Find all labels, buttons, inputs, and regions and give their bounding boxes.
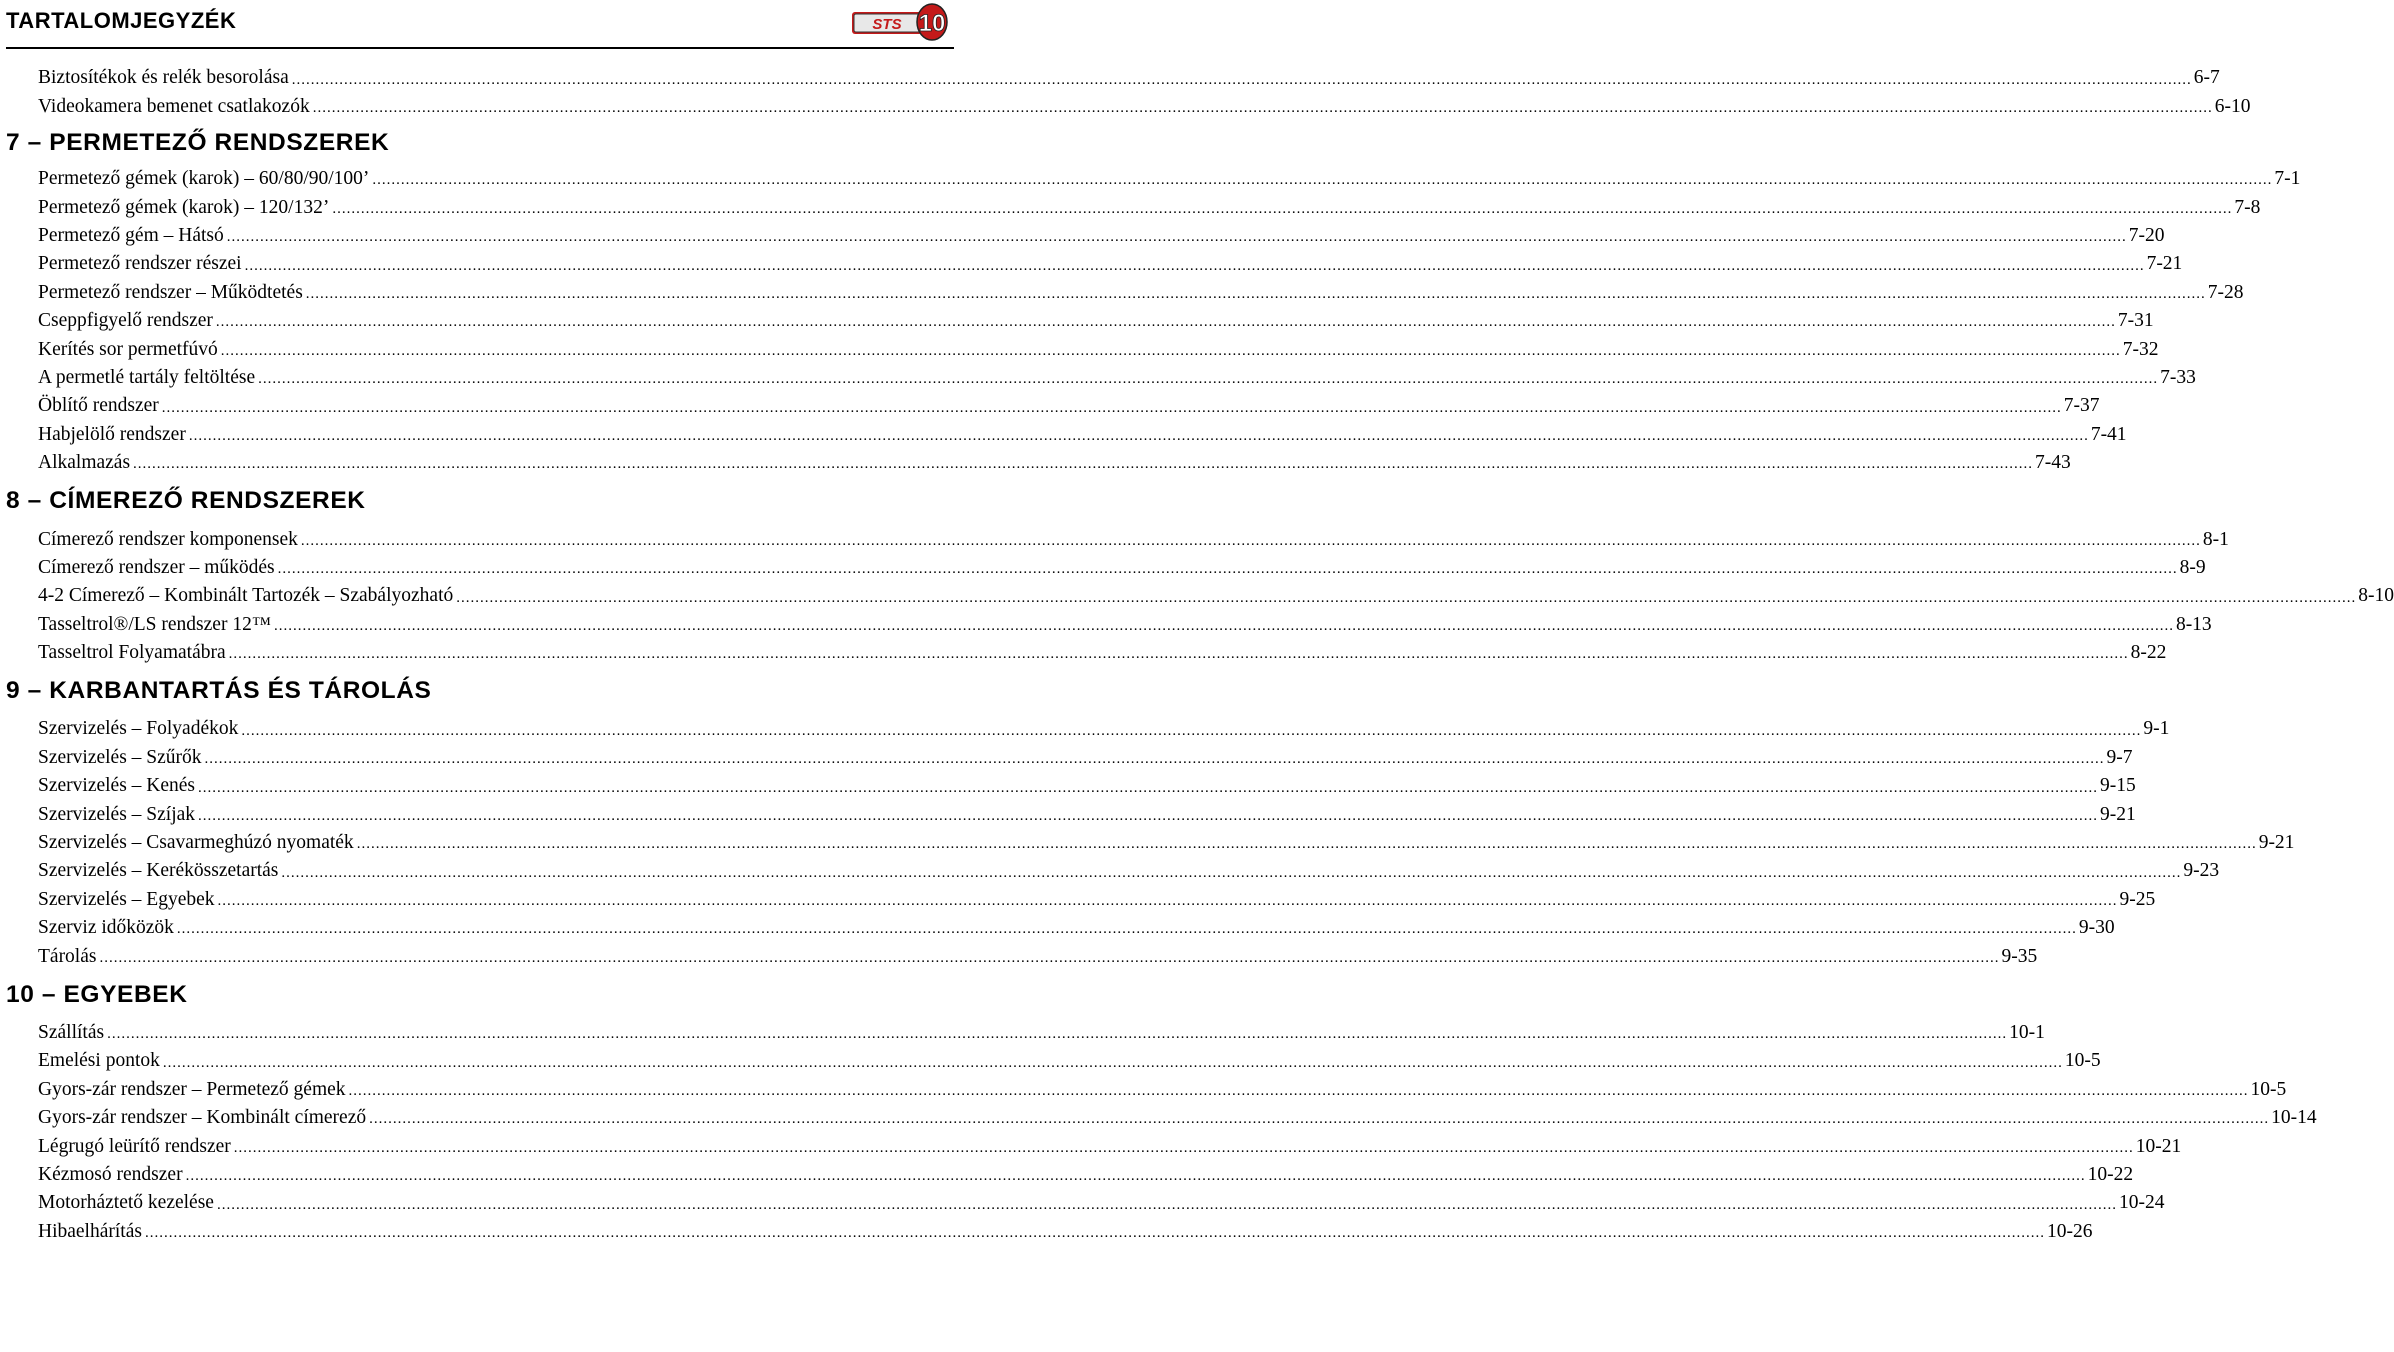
toc-entry[interactable] <box>38 1075 2287 1103</box>
toc-entry-title: Kézmosó rendszer <box>38 1165 186 1185</box>
toc-entry[interactable] <box>38 914 2115 942</box>
toc-entry-title: Biztosítékok és relék besorolása <box>38 68 292 88</box>
toc-entry-page: 10-14 <box>2271 1107 2317 1129</box>
toc-entry-page: 7-31 <box>2117 310 2154 332</box>
dot-leader: ................................................................................................................................................................................................................................................................................................................................................................................................................ <box>456 589 2357 606</box>
toc-entry[interactable] <box>38 610 2212 638</box>
dot-leader: ................................................................................................................................................................................................................................................................................................................................................................................................................ <box>244 257 2145 274</box>
toc-entry-page: 7-41 <box>2090 423 2127 445</box>
dot-leader: ................................................................................................................................................................................................................................................................................................................................................................................................................ <box>204 751 2105 768</box>
dot-leader: ................................................................................................................................................................................................................................................................................................................................................................................................................ <box>107 1026 2008 1043</box>
table-of-contents <box>0 64 2394 1246</box>
toc-entry[interactable] <box>38 64 2220 92</box>
toc-section-heading: 8 – CÍMEREZŐ RENDSZEREK <box>6 487 366 515</box>
dot-leader: ................................................................................................................................................................................................................................................................................................................................................................................................................ <box>228 646 2129 663</box>
toc-entry-page: 7-8 <box>2234 196 2261 218</box>
toc-entry[interactable] <box>38 885 2156 913</box>
toc-entry-title: Szervizelés – Csavarmeghúzó nyomaték <box>38 833 357 853</box>
toc-entry-page: 7-21 <box>2146 253 2183 275</box>
toc-entry-title: Szervizelés – Kerékösszetartás <box>38 861 281 881</box>
toc-entry-title: Hibaelhárítás <box>38 1222 145 1242</box>
dot-leader: ................................................................................................................................................................................................................................................................................................................................................................................................................ <box>291 71 2192 88</box>
toc-entry[interactable] <box>38 1161 2134 1189</box>
dot-leader: ................................................................................................................................................................................................................................................................................................................................................................................................................ <box>312 100 2213 117</box>
toc-entry-title: Cseppfigyelő rendszer <box>38 311 216 331</box>
toc-entry[interactable] <box>38 553 2206 581</box>
toc-entry[interactable] <box>38 743 2133 771</box>
toc-entry-title: Habjelölő rendszer <box>38 425 189 445</box>
dot-leader: ................................................................................................................................................................................................................................................................................................................................................................................................................ <box>198 807 2099 824</box>
toc-entry[interactable] <box>38 392 2100 420</box>
toc-entry-page: 6-10 <box>2214 95 2251 117</box>
toc-entry-title: Permetező gémek (karok) – 60/80/90/100’ <box>38 169 372 189</box>
toc-entry[interactable] <box>38 715 2170 743</box>
dot-leader: ................................................................................................................................................................................................................................................................................................................................................................................................................ <box>300 532 2201 549</box>
toc-entry-page: 10-24 <box>2118 1192 2165 1214</box>
svg-text:STS: STS <box>872 16 902 33</box>
toc-entry[interactable] <box>38 800 2136 828</box>
toc-entry-title: Öblítő rendszer <box>38 396 162 416</box>
toc-entry[interactable] <box>38 92 2251 120</box>
toc-entry-title: Videokamera bemenet csatlakozók <box>38 97 313 117</box>
toc-entry-title: A permetlé tartály feltöltése <box>38 368 258 388</box>
dot-leader: ................................................................................................................................................................................................................................................................................................................................................................................................................ <box>161 399 2062 416</box>
toc-entry-title: Légrugó leürítő rendszer <box>38 1137 234 1157</box>
toc-entry[interactable] <box>38 335 2159 363</box>
toc-entry-title: Motorháztető kezelése <box>38 1193 217 1213</box>
toc-entry-title: Szervizelés – Szűrők <box>38 748 205 768</box>
dot-leader: ................................................................................................................................................................................................................................................................................................................................................................................................................ <box>215 314 2116 331</box>
toc-entry[interactable] <box>38 582 2394 610</box>
dot-leader: ................................................................................................................................................................................................................................................................................................................................................................................................................ <box>216 1196 2117 1213</box>
toc-entry-title: Szervizelés – Egyebek <box>38 890 218 910</box>
toc-entry[interactable] <box>38 193 2261 221</box>
toc-entry-page: 9-7 <box>2106 746 2133 768</box>
toc-entry-page: 7-43 <box>2035 452 2071 474</box>
toc-entry-page: 10-26 <box>2046 1220 2093 1242</box>
toc-entry-title: Tárolás <box>38 947 99 967</box>
toc-entry[interactable] <box>38 278 2244 306</box>
toc-entry-title: Emelési pontok <box>38 1051 163 1071</box>
toc-entry-title: Szervizelés – Szíjak <box>38 805 198 825</box>
dot-leader: ................................................................................................................................................................................................................................................................................................................................................................................................................ <box>258 371 2159 388</box>
toc-entry-title: Tasseltrol®/LS rendszer 12™ <box>38 615 274 635</box>
dot-leader: ................................................................................................................................................................................................................................................................................................................................................................................................................ <box>198 779 2099 796</box>
toc-entry[interactable] <box>38 525 2229 553</box>
toc-entry[interactable] <box>38 1189 2165 1217</box>
dot-leader: ................................................................................................................................................................................................................................................................................................................................................................................................................ <box>233 1139 2134 1156</box>
toc-entry-title: Permetező gém – Hátsó <box>38 226 227 246</box>
dot-leader: ................................................................................................................................................................................................................................................................................................................................................................................................................ <box>348 1083 2249 1100</box>
toc-entry-page: 7-20 <box>2128 225 2165 246</box>
dot-leader: ................................................................................................................................................................................................................................................................................................................................................................................................................ <box>369 1111 2270 1128</box>
toc-entry-page: 8-10 <box>2358 585 2394 607</box>
toc-entry[interactable] <box>38 222 2165 250</box>
toc-entry-page: 9-30 <box>2078 917 2115 939</box>
toc-entry[interactable] <box>38 250 2183 278</box>
toc-entry[interactable] <box>38 639 2167 667</box>
page-header <box>0 0 960 46</box>
toc-entry-title: Permetező rendszer – Működtetés <box>38 283 306 303</box>
toc-entry[interactable] <box>38 1047 2101 1075</box>
toc-entry-title: Kerítés sor permetfúvó <box>38 340 221 360</box>
toc-entry[interactable] <box>38 1104 2317 1132</box>
toc-entry[interactable] <box>38 857 2220 885</box>
toc-entry-page: 9-35 <box>2001 945 2038 967</box>
dot-leader: ................................................................................................................................................................................................................................................................................................................................................................................................................ <box>133 456 2034 473</box>
toc-section-heading: 10 – EGYEBEK <box>6 980 188 1008</box>
dot-leader: ................................................................................................................................................................................................................................................................................................................................................................................................................ <box>372 172 2273 189</box>
toc-entry-title: Tasseltrol Folyamatábra <box>38 643 229 663</box>
toc-entry[interactable] <box>38 307 2154 335</box>
toc-entry-page: 7-32 <box>2122 338 2159 360</box>
toc-entry-title: Szervizelés – Folyadékok <box>38 719 241 739</box>
dot-leader: ................................................................................................................................................................................................................................................................................................................................................................................................................ <box>188 427 2089 444</box>
toc-entry-page: 10-5 <box>2064 1050 2101 1072</box>
dot-leader: ................................................................................................................................................................................................................................................................................................................................................................................................................ <box>305 286 2206 303</box>
dot-leader: ................................................................................................................................................................................................................................................................................................................................................................................................................ <box>220 342 2121 359</box>
toc-entry-page: 6-7 <box>2193 67 2220 89</box>
toc-entry-page: 7-1 <box>2274 168 2301 190</box>
dot-leader: ................................................................................................................................................................................................................................................................................................................................................................................................................ <box>185 1168 2086 1185</box>
toc-entry[interactable] <box>38 1217 2093 1245</box>
toc-entry-page: 7-28 <box>2207 281 2244 303</box>
toc-entry[interactable] <box>38 829 2295 857</box>
toc-entry-title: Szervizelés – Kenés <box>38 776 198 796</box>
dot-leader: ................................................................................................................................................................................................................................................................................................................................................................................................................ <box>226 229 2127 246</box>
toc-entry[interactable] <box>38 942 2038 970</box>
dot-leader: ................................................................................................................................................................................................................................................................................................................................................................................................................ <box>217 893 2118 910</box>
dot-leader: ................................................................................................................................................................................................................................................................................................................................................................................................................ <box>277 561 2178 578</box>
toc-section-heading: 9 – KARBANTARTÁS ÉS TÁROLÁS <box>6 677 432 705</box>
toc-entry-page: 10-22 <box>2087 1163 2134 1185</box>
toc-entry-page: 9-21 <box>2100 803 2136 825</box>
toc-entry[interactable] <box>38 1132 2182 1160</box>
dot-leader: ................................................................................................................................................................................................................................................................................................................................................................................................................ <box>273 617 2174 634</box>
toc-entry-page: 7-37 <box>2063 395 2100 417</box>
toc-entry-page: 9-21 <box>2258 832 2295 854</box>
dot-leader: ................................................................................................................................................................................................................................................................................................................................................................................................................ <box>176 921 2077 938</box>
dot-leader: ................................................................................................................................................................................................................................................................................................................................................................................................................ <box>144 1224 2045 1241</box>
toc-entry-page: 10-21 <box>2135 1135 2182 1157</box>
toc-entry-page: 10-5 <box>2250 1078 2287 1100</box>
toc-entry-page: 10-1 <box>2009 1021 2045 1043</box>
toc-entry-title: Permetező rendszer részei <box>38 254 245 274</box>
dot-leader: ................................................................................................................................................................................................................................................................................................................................................................................................................ <box>99 949 2000 966</box>
sts-logo <box>852 2 948 42</box>
toc-entry-title: Címerező rendszer komponensek <box>38 530 301 550</box>
toc-entry-title: Szerviz időközök <box>38 918 177 938</box>
svg-text:10: 10 <box>918 10 946 37</box>
toc-entry-page: 8-22 <box>2130 642 2167 664</box>
toc-entry-title: Gyors-zár rendszer – Kombinált címerező <box>38 1108 369 1128</box>
toc-entry-page: 9-23 <box>2183 860 2220 882</box>
toc-entry[interactable] <box>38 1019 2045 1047</box>
toc-entry-title: 4-2 Címerező – Kombinált Tartozék – Szabályozható <box>38 586 456 606</box>
dot-leader: ................................................................................................................................................................................................................................................................................................................................................................................................................ <box>356 836 2257 853</box>
toc-entry-page: 8-9 <box>2179 556 2206 578</box>
toc-entry[interactable] <box>38 364 2196 392</box>
toc-entry-page: 8-1 <box>2202 528 2229 550</box>
toc-entry-title: Gyors-zár rendszer – Permetező gémek <box>38 1080 349 1100</box>
toc-entry[interactable] <box>38 420 2127 448</box>
dot-leader: ................................................................................................................................................................................................................................................................................................................................................................................................................ <box>241 722 2142 739</box>
dot-leader: ................................................................................................................................................................................................................................................................................................................................................................................................................ <box>281 864 2182 881</box>
toc-section-heading: 7 – PERMETEZŐ RENDSZEREK <box>6 128 390 156</box>
toc-entry-page: 7-33 <box>2160 366 2196 388</box>
toc-entry-title: Címerező rendszer – működés <box>38 558 278 578</box>
header-divider <box>6 47 954 49</box>
dot-leader: ................................................................................................................................................................................................................................................................................................................................................................................................................ <box>162 1054 2063 1071</box>
page-title: TARTALOMJEGYZÉK <box>6 8 237 33</box>
toc-entry[interactable] <box>38 772 2136 800</box>
toc-entry-page: 9-25 <box>2119 888 2156 910</box>
toc-entry[interactable] <box>38 449 2071 477</box>
toc-entry-page: 9-15 <box>2100 775 2136 797</box>
toc-entry[interactable] <box>38 165 2301 193</box>
toc-entry-title: Permetező gémek (karok) – 120/132’ <box>38 198 332 218</box>
toc-entry-page: 8-13 <box>2175 613 2212 635</box>
toc-entry-title: Szállítás <box>38 1023 107 1043</box>
toc-entry-title: Alkalmazás <box>38 453 133 473</box>
dot-leader: ................................................................................................................................................................................................................................................................................................................................................................................................................ <box>332 200 2233 217</box>
toc-entry-page: 9-1 <box>2143 718 2170 740</box>
